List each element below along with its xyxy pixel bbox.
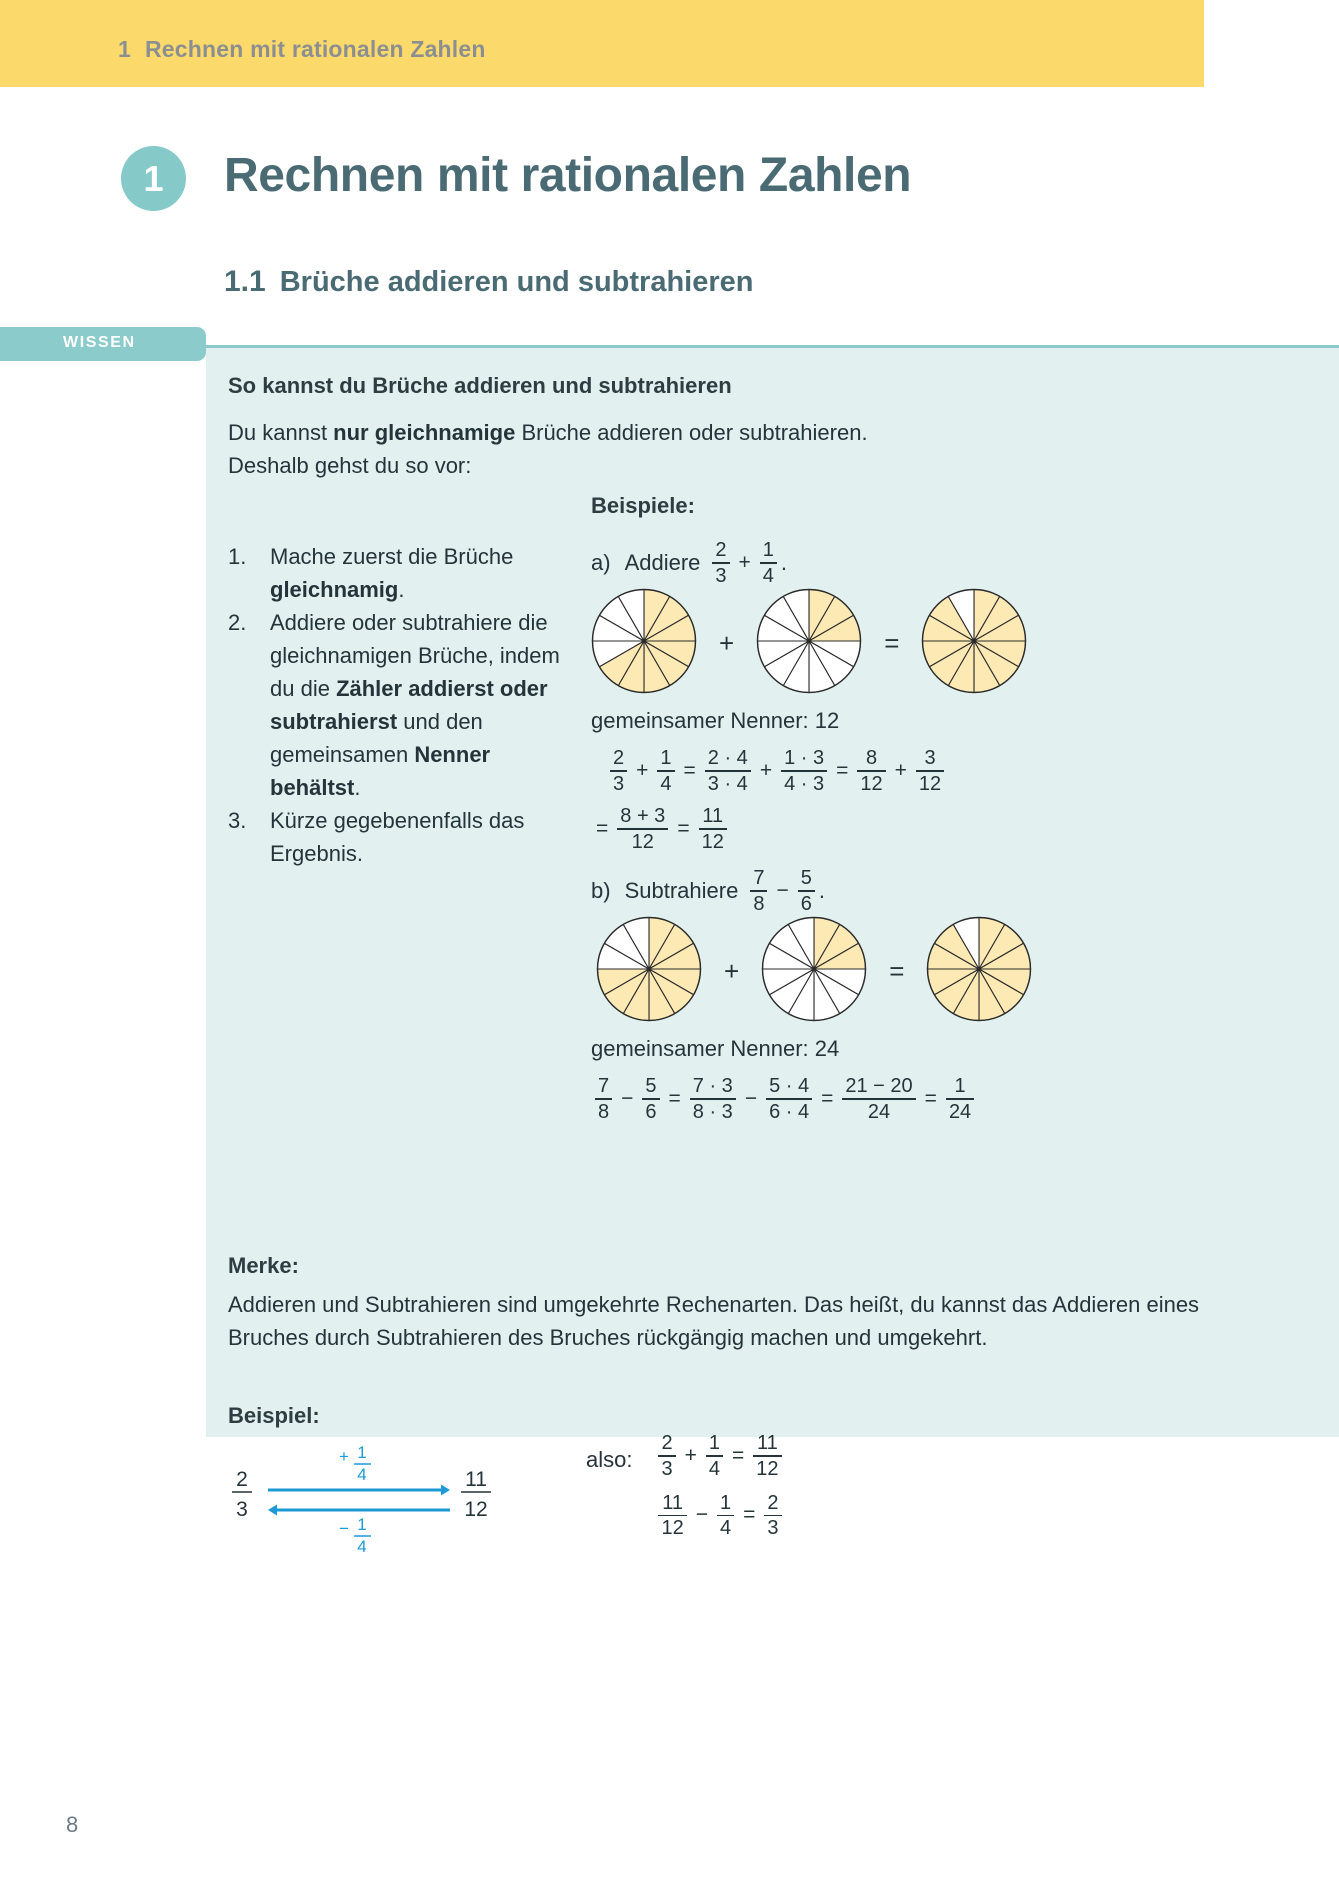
fraction-bar <box>760 562 777 564</box>
fraction-bar <box>658 1455 675 1457</box>
fraction-numerator: 1 <box>954 1075 966 1097</box>
example-a-common-denominator: gemeinsamer Nenner: 12 <box>591 708 840 733</box>
fraction-denominator: 3 <box>715 564 727 587</box>
wissen-tab <box>0 327 206 361</box>
emphasis: Zähler addierst oder subtrahierst <box>270 676 548 734</box>
fraction <box>706 1433 723 1479</box>
fraction <box>946 1076 974 1122</box>
arrow-diagram-text: + <box>339 1447 349 1466</box>
section-title-text: Brüche addieren und subtrahieren <box>279 266 754 298</box>
fraction-numerator: 8 <box>865 747 878 769</box>
intro-line2: Deshalb gehst du so vor: <box>228 453 472 478</box>
fraction-bar <box>595 1098 612 1100</box>
fraction-bar <box>706 1455 723 1457</box>
pie-diagram-wrapper <box>591 588 697 699</box>
example-b-equation-1 <box>591 1076 978 1122</box>
fraction-bar <box>712 562 729 564</box>
math-operator: = <box>743 1503 756 1527</box>
fraction-bar <box>781 770 827 772</box>
fraction-numerator: 1 <box>708 1432 720 1454</box>
fraction <box>798 868 815 914</box>
fraction-numerator: 11 <box>662 1491 683 1514</box>
pie-diagram <box>926 916 1032 1022</box>
fraction <box>717 1493 734 1539</box>
fraction-denominator: 3 <box>661 1457 673 1480</box>
fraction-numerator: 8 + 3 <box>620 805 666 827</box>
list-item-text <box>270 606 573 804</box>
fraction <box>781 748 827 794</box>
steps-list <box>228 540 573 870</box>
fraction-denominator: 12 <box>701 830 724 853</box>
fraction-bar <box>916 770 944 772</box>
pie-diagram-wrapper <box>761 916 867 1027</box>
pie-row-operator: = <box>884 628 900 658</box>
also-equation-2 <box>654 1493 785 1539</box>
fraction-denominator: 12 <box>661 1517 684 1540</box>
fraction-numerator: 11 <box>702 805 724 827</box>
pie-row-operator: = <box>889 956 905 986</box>
beispiel-heading: Beispiel: <box>228 1403 320 1428</box>
fraction <box>712 540 729 586</box>
list-item <box>228 606 573 804</box>
emphasis: gleichnamig <box>270 577 399 602</box>
math-operator: + <box>759 758 773 782</box>
arrow-diagram-text: 11 <box>465 1468 487 1491</box>
math-operator: = <box>821 1086 834 1110</box>
fraction-bar <box>750 890 767 892</box>
chapter-number-badge: 1 <box>121 146 186 211</box>
math-operator: + <box>636 758 649 782</box>
fraction-denominator: 3 <box>767 1517 779 1540</box>
page-title: Rechnen mit rationalen Zahlen <box>224 149 912 202</box>
list-item-text <box>270 540 573 606</box>
fraction-numerator: 5 <box>645 1075 657 1097</box>
fraction-denominator: 6 <box>645 1100 657 1123</box>
box-heading: So kannst du Brüche addieren und subtrahieren <box>228 373 732 398</box>
fraction-numerator: 1 <box>720 1491 732 1514</box>
wissen-tab-label: WISSEN <box>63 334 136 351</box>
merke-heading: Merke: <box>228 1253 299 1278</box>
fraction-denominator: 4 · 3 <box>784 772 825 795</box>
math-operator: − <box>695 1503 708 1527</box>
fraction-bar <box>946 1098 974 1100</box>
pie-diagram <box>756 588 862 694</box>
text-run: Mache zuerst die Brüche <box>270 544 514 569</box>
example-b-terms <box>746 868 819 914</box>
example-a-period: . <box>780 549 788 575</box>
text-run: Addiere oder subtrahiere die gleichnamigen Brüche, indem du die <box>270 610 560 701</box>
page-number: 8 <box>66 1812 79 1837</box>
example-a-label: a) <box>591 549 611 575</box>
fraction-numerator: 2 <box>661 1432 673 1454</box>
fraction-bar <box>717 1515 734 1517</box>
math-operator: = <box>668 1086 681 1110</box>
text-run: . <box>398 577 405 602</box>
fraction-bar <box>753 1455 781 1457</box>
arrow-diagram-text: 3 <box>236 1498 248 1521</box>
merke-text: Addieren und Subtrahieren sind umgekehrte Rechenarten. Das heißt, du kannst das Addieren eines Bruches durch Subtrahieren des Bruches rückgängig machen und umgekehrt. <box>228 1292 1200 1350</box>
fraction-numerator: 3 <box>924 747 936 769</box>
fraction-bar <box>798 890 815 892</box>
pie-diagram <box>591 588 697 694</box>
pie-diagram <box>596 916 702 1022</box>
fraction-bar <box>658 1515 686 1517</box>
also-block <box>586 1433 786 1538</box>
fraction-bar <box>617 828 668 830</box>
list-item-marker: 3. <box>228 808 247 833</box>
fraction-bar <box>857 770 885 772</box>
fraction-bar <box>610 770 627 772</box>
fraction-numerator: 2 <box>613 747 625 769</box>
fraction-denominator: 12 <box>631 830 654 853</box>
fraction <box>595 1076 612 1122</box>
examples-heading: Beispiele: <box>591 493 695 518</box>
fraction <box>699 806 727 852</box>
fraction-denominator: 24 <box>867 1100 891 1123</box>
math-operator: + <box>738 550 751 574</box>
fraction-denominator: 8 · 3 <box>692 1100 733 1123</box>
fraction-numerator: 2 · 4 <box>707 747 748 769</box>
running-head-title: Rechnen mit rationalen Zahlen <box>145 36 486 62</box>
section-number: 1.1 <box>224 265 266 298</box>
fraction-denominator: 6 <box>800 892 812 915</box>
fraction-numerator: 21 − 20 <box>845 1075 913 1097</box>
list-item-marker: 1. <box>228 544 247 569</box>
fraction-numerator: 1 <box>762 539 774 561</box>
example-b-pie-row <box>596 916 1032 1027</box>
running-head-number: 1 <box>118 36 131 62</box>
fraction-denominator: 24 <box>948 1100 972 1123</box>
fraction <box>658 1493 686 1539</box>
fraction-denominator: 3 <box>613 772 625 795</box>
list-item <box>228 540 573 606</box>
pie-diagram <box>761 916 867 1022</box>
section-title <box>224 265 753 299</box>
fraction-denominator: 4 <box>660 772 672 795</box>
example-b-statement <box>591 868 825 914</box>
math-operator: = <box>596 816 609 840</box>
fraction-bar <box>657 770 674 772</box>
fraction-denominator: 6 · 4 <box>769 1100 810 1123</box>
fraction-numerator: 5 · 4 <box>769 1075 810 1097</box>
arrow-diagram-text: 1 <box>357 1515 367 1534</box>
emphasis: Nenner behältst <box>270 742 491 800</box>
math-operator: − <box>744 1086 758 1110</box>
list-item <box>228 804 573 870</box>
fraction-bar <box>705 770 751 772</box>
fraction-denominator: 8 <box>598 1100 610 1123</box>
also-label: also: <box>586 1447 633 1472</box>
fraction <box>764 1493 781 1539</box>
math-operator: + <box>894 758 907 782</box>
math-operator: = <box>683 758 696 782</box>
arrow-diagram-text: 12 <box>464 1498 488 1521</box>
example-a-terms <box>708 540 781 586</box>
intro-post: Brüche addieren oder subtrahieren. <box>515 420 868 445</box>
list-item-text <box>270 804 573 870</box>
example-b-common-denominator: gemeinsamer Nenner: 24 <box>591 1036 840 1061</box>
math-operator: − <box>776 878 789 902</box>
example-b-verb: Subtrahiere <box>624 877 739 903</box>
example-b-period: . <box>818 877 825 903</box>
fraction <box>760 540 777 586</box>
fraction-denominator: 8 <box>753 892 765 915</box>
fraction-numerator: 2 <box>767 1491 779 1514</box>
example-b-label: b) <box>591 877 611 903</box>
fraction-denominator: 12 <box>756 1457 779 1480</box>
running-head-bar <box>0 0 1204 87</box>
fraction <box>916 748 944 794</box>
fraction <box>842 1076 915 1122</box>
fraction-numerator: 2 <box>715 539 727 561</box>
text-run: . <box>354 775 361 800</box>
intro-pre: Du kannst <box>228 420 334 445</box>
pie-diagram-wrapper <box>921 588 1027 699</box>
arrow-diagram-text: 4 <box>357 1465 367 1484</box>
example-a-statement <box>591 540 787 586</box>
fraction <box>610 748 627 794</box>
fraction <box>753 1433 781 1479</box>
fraction-numerator: 7 <box>753 867 765 889</box>
fraction-numerator: 7 <box>598 1075 610 1097</box>
fraction-numerator: 11 <box>757 1432 778 1454</box>
fraction <box>857 748 885 794</box>
also-equation-1 <box>654 1433 785 1479</box>
fraction-denominator: 4 <box>720 1517 732 1540</box>
intro-bold: nur gleichnamige <box>333 420 516 445</box>
text-run: Kürze gegebenenfalls das Ergebnis. <box>270 808 525 866</box>
fraction-bar <box>766 1098 812 1100</box>
fraction-bar <box>699 828 727 830</box>
text-run: und den gemeinsamen <box>270 709 483 767</box>
fraction-numerator: 5 <box>800 867 812 889</box>
fraction-bar <box>690 1098 736 1100</box>
fraction <box>705 748 751 794</box>
example-a-equation-2 <box>591 806 731 852</box>
list-item-marker: 2. <box>228 610 247 635</box>
running-head-text <box>118 36 486 63</box>
pie-diagram-wrapper <box>926 916 1032 1027</box>
math-operator: + <box>684 1443 697 1467</box>
fraction <box>617 806 668 852</box>
pie-row-operator: + <box>719 628 735 658</box>
wissen-box <box>206 345 1339 1556</box>
pie-diagram-wrapper <box>596 916 702 1027</box>
math-operator: − <box>621 1086 634 1110</box>
fraction-denominator: 4 <box>708 1457 720 1480</box>
pie-diagram-wrapper <box>756 588 862 699</box>
arrow-diagram-text: − <box>339 1519 349 1538</box>
pie-row-operator: + <box>724 956 740 986</box>
arrow-diagram-text: 1 <box>357 1443 367 1462</box>
fraction-denominator: 12 <box>860 772 883 795</box>
fraction <box>658 1433 675 1479</box>
fraction-numerator: 1 · 3 <box>784 747 825 769</box>
fraction-denominator: 4 <box>762 564 774 587</box>
math-operator: = <box>732 1443 745 1467</box>
fraction-numerator: 7 · 3 <box>692 1075 733 1097</box>
fraction <box>690 1076 736 1122</box>
fraction <box>642 1076 659 1122</box>
fraction-denominator: 3 · 4 <box>707 772 748 795</box>
arrow-head <box>268 1505 277 1516</box>
example-a-equation-1 <box>606 748 948 794</box>
fraction-bar <box>764 1515 781 1517</box>
arrow-diagram-text: 4 <box>357 1537 367 1556</box>
intro-paragraph <box>228 416 928 482</box>
example-a-pie-row <box>591 588 1027 699</box>
example-a-verb: Addiere <box>624 549 701 575</box>
math-operator: = <box>924 1086 937 1110</box>
fraction-numerator: 1 <box>660 747 672 769</box>
pie-diagram <box>921 588 1027 694</box>
arrow-diagram-text: 2 <box>236 1468 248 1491</box>
arrow-head <box>441 1485 450 1496</box>
math-operator: = <box>677 816 690 840</box>
fraction-bar <box>842 1098 915 1100</box>
math-operator: = <box>836 758 849 782</box>
fraction <box>657 748 674 794</box>
fraction <box>750 868 767 914</box>
fraction-bar <box>642 1098 659 1100</box>
fraction-denominator: 12 <box>918 772 942 795</box>
fraction <box>766 1076 812 1122</box>
